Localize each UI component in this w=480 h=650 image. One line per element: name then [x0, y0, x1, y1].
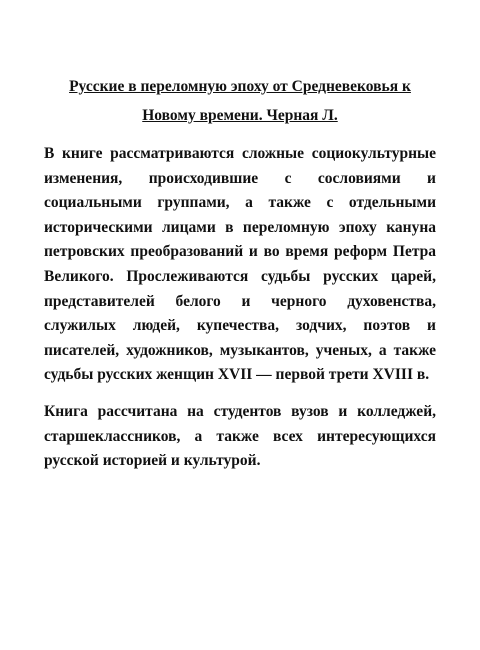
description-paragraph: В книге рассматриваются сложные социокультурные изменения, происходившие с сословиями и социальными группами, а также с отдельными историческими лицами в переломную эпоху кануна петровских преобразований и во время реформ Петра Великого. Прослеживаются судьбы русских царей, представителей белого и черного духовенства, служилых людей, купечества, зодчих, поэтов и писателей, художников, музыкантов, ученых, а также судьбы русских женщин XVII — первой трети XVIII в. [44, 145, 436, 384]
document-title: Русские в переломную эпоху от Средневековья к Новому времени. Черная Л. [69, 78, 411, 124]
audience-paragraph: Книга рассчитана на студентов вузов и колледжей, старшеклассников, а также всех интересующихся русской историей и культурой. [44, 402, 436, 470]
document-page [44, 72, 436, 486]
